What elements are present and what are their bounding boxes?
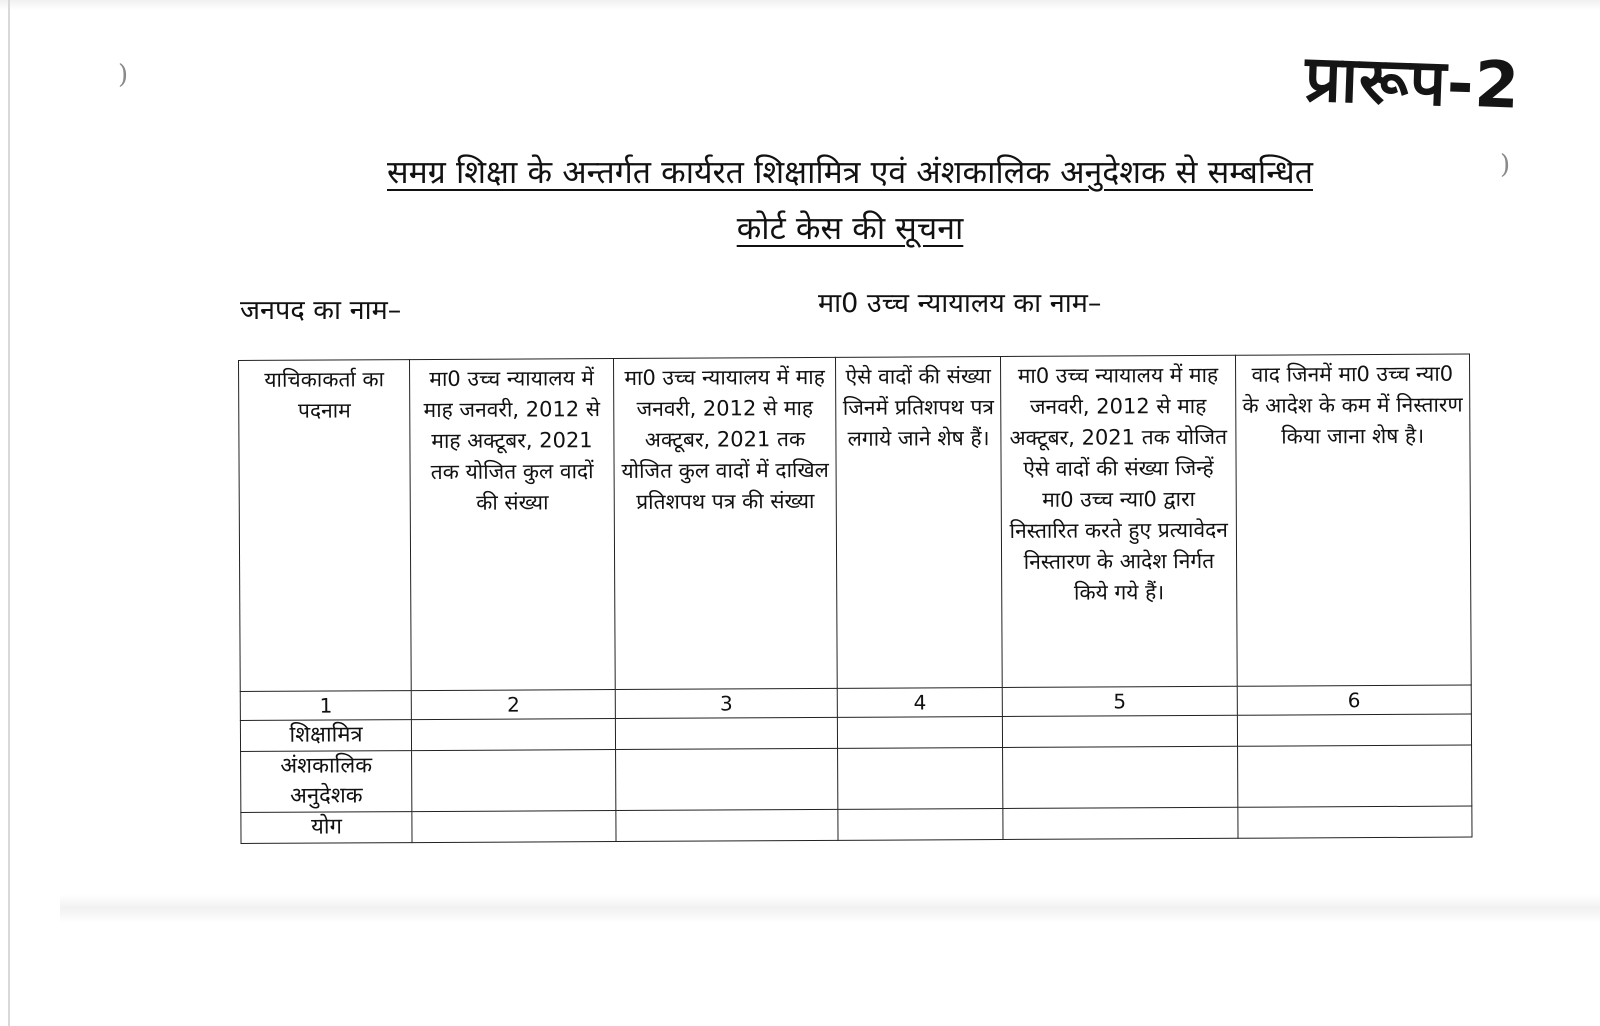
table-cell (616, 748, 838, 810)
scan-artifact-mark: ) (118, 60, 129, 90)
column-number: 2 (411, 690, 615, 720)
column-number: 4 (837, 688, 1002, 718)
header-disposal-orders-issued: मा0 उच्च न्यायालय में माह जनवरी, 2012 से माह अक्टूबर, 2021 तक योजित ऐसे वादों की संख्या जिन्हें मा0 उच्च न्या0 द्वारा निस्तारित करते हुए प्रत्यावेदन निस्तारण के आदेश निर्गत किये गये हैं। (1001, 355, 1237, 687)
scan-artifact-mark: ) (1500, 150, 1511, 180)
table-row-part-time-instructor (241, 745, 1472, 812)
row-label: शिक्षामित्र (240, 720, 411, 752)
table-cell (1237, 745, 1472, 807)
table-cell (838, 809, 1003, 841)
scan-shadow-band (60, 895, 1600, 923)
form-number-label: प्रारूप-2 (1303, 42, 1522, 124)
court-case-table (238, 354, 1473, 844)
header-total-cases: मा0 उच्च न्यायालय में माह जनवरी, 2012 से माह अक्टूबर, 2021 तक योजित कुल वादों की संख्या (410, 359, 616, 691)
table-row-total (241, 806, 1472, 843)
table-cell (1237, 806, 1472, 838)
table-cell (615, 717, 837, 749)
header-counter-affidavits-filed: मा0 उच्च न्यायालय में माह जनवरी, 2012 से माह अक्टूबर, 2021 तक योजित कुल वादों में दाखिल प्रतिशपथ पत्र की संख्या (613, 357, 837, 689)
table-cell (412, 811, 616, 843)
scan-top-edge (0, 0, 1600, 10)
table-cell (412, 750, 616, 812)
table-cell (1237, 714, 1472, 746)
row-label: योग (241, 812, 412, 844)
table-cell (1003, 715, 1238, 747)
table-cell (616, 809, 838, 841)
table-header-row (239, 354, 1472, 691)
table-cell (1003, 807, 1238, 839)
column-number: 3 (615, 688, 837, 718)
row-label: अंशकालिक अनुदेशक (241, 751, 413, 813)
table-cell (1003, 746, 1238, 808)
document-title-line-2: कोर्ट केस की सूचना (736, 209, 964, 247)
column-number: 1 (240, 691, 411, 721)
table-cell (838, 717, 1003, 749)
document-title-line-1: समग्र शिक्षा के अन्तर्गत कार्यरत शिक्षामित्र एवं अंशकालिक अनुदेशक से सम्बन्धित (387, 153, 1313, 191)
header-disposal-pending: वाद जिनमें मा0 उच्च न्या0 के आदेश के कम में निस्तारण किया जाना शेष है। (1235, 354, 1471, 686)
header-counter-affidavits-pending: ऐसे वादों की संख्या जिनमें प्रतिशपथ पत्र लगाये जाने शेष हैं। (836, 357, 1003, 689)
column-number: 5 (1002, 686, 1237, 716)
scan-left-edge (8, 0, 10, 1026)
table-cell (412, 719, 616, 751)
district-name-label: जनपद का नाम– (240, 295, 402, 326)
table-cell (838, 748, 1003, 810)
column-number: 6 (1237, 685, 1472, 715)
document-title (255, 144, 1445, 256)
header-petitioner-designation: याचिकाकर्ता का पदनाम (239, 360, 412, 692)
high-court-name-label: मा0 उच्च न्यायालय का नाम– (818, 288, 1102, 319)
